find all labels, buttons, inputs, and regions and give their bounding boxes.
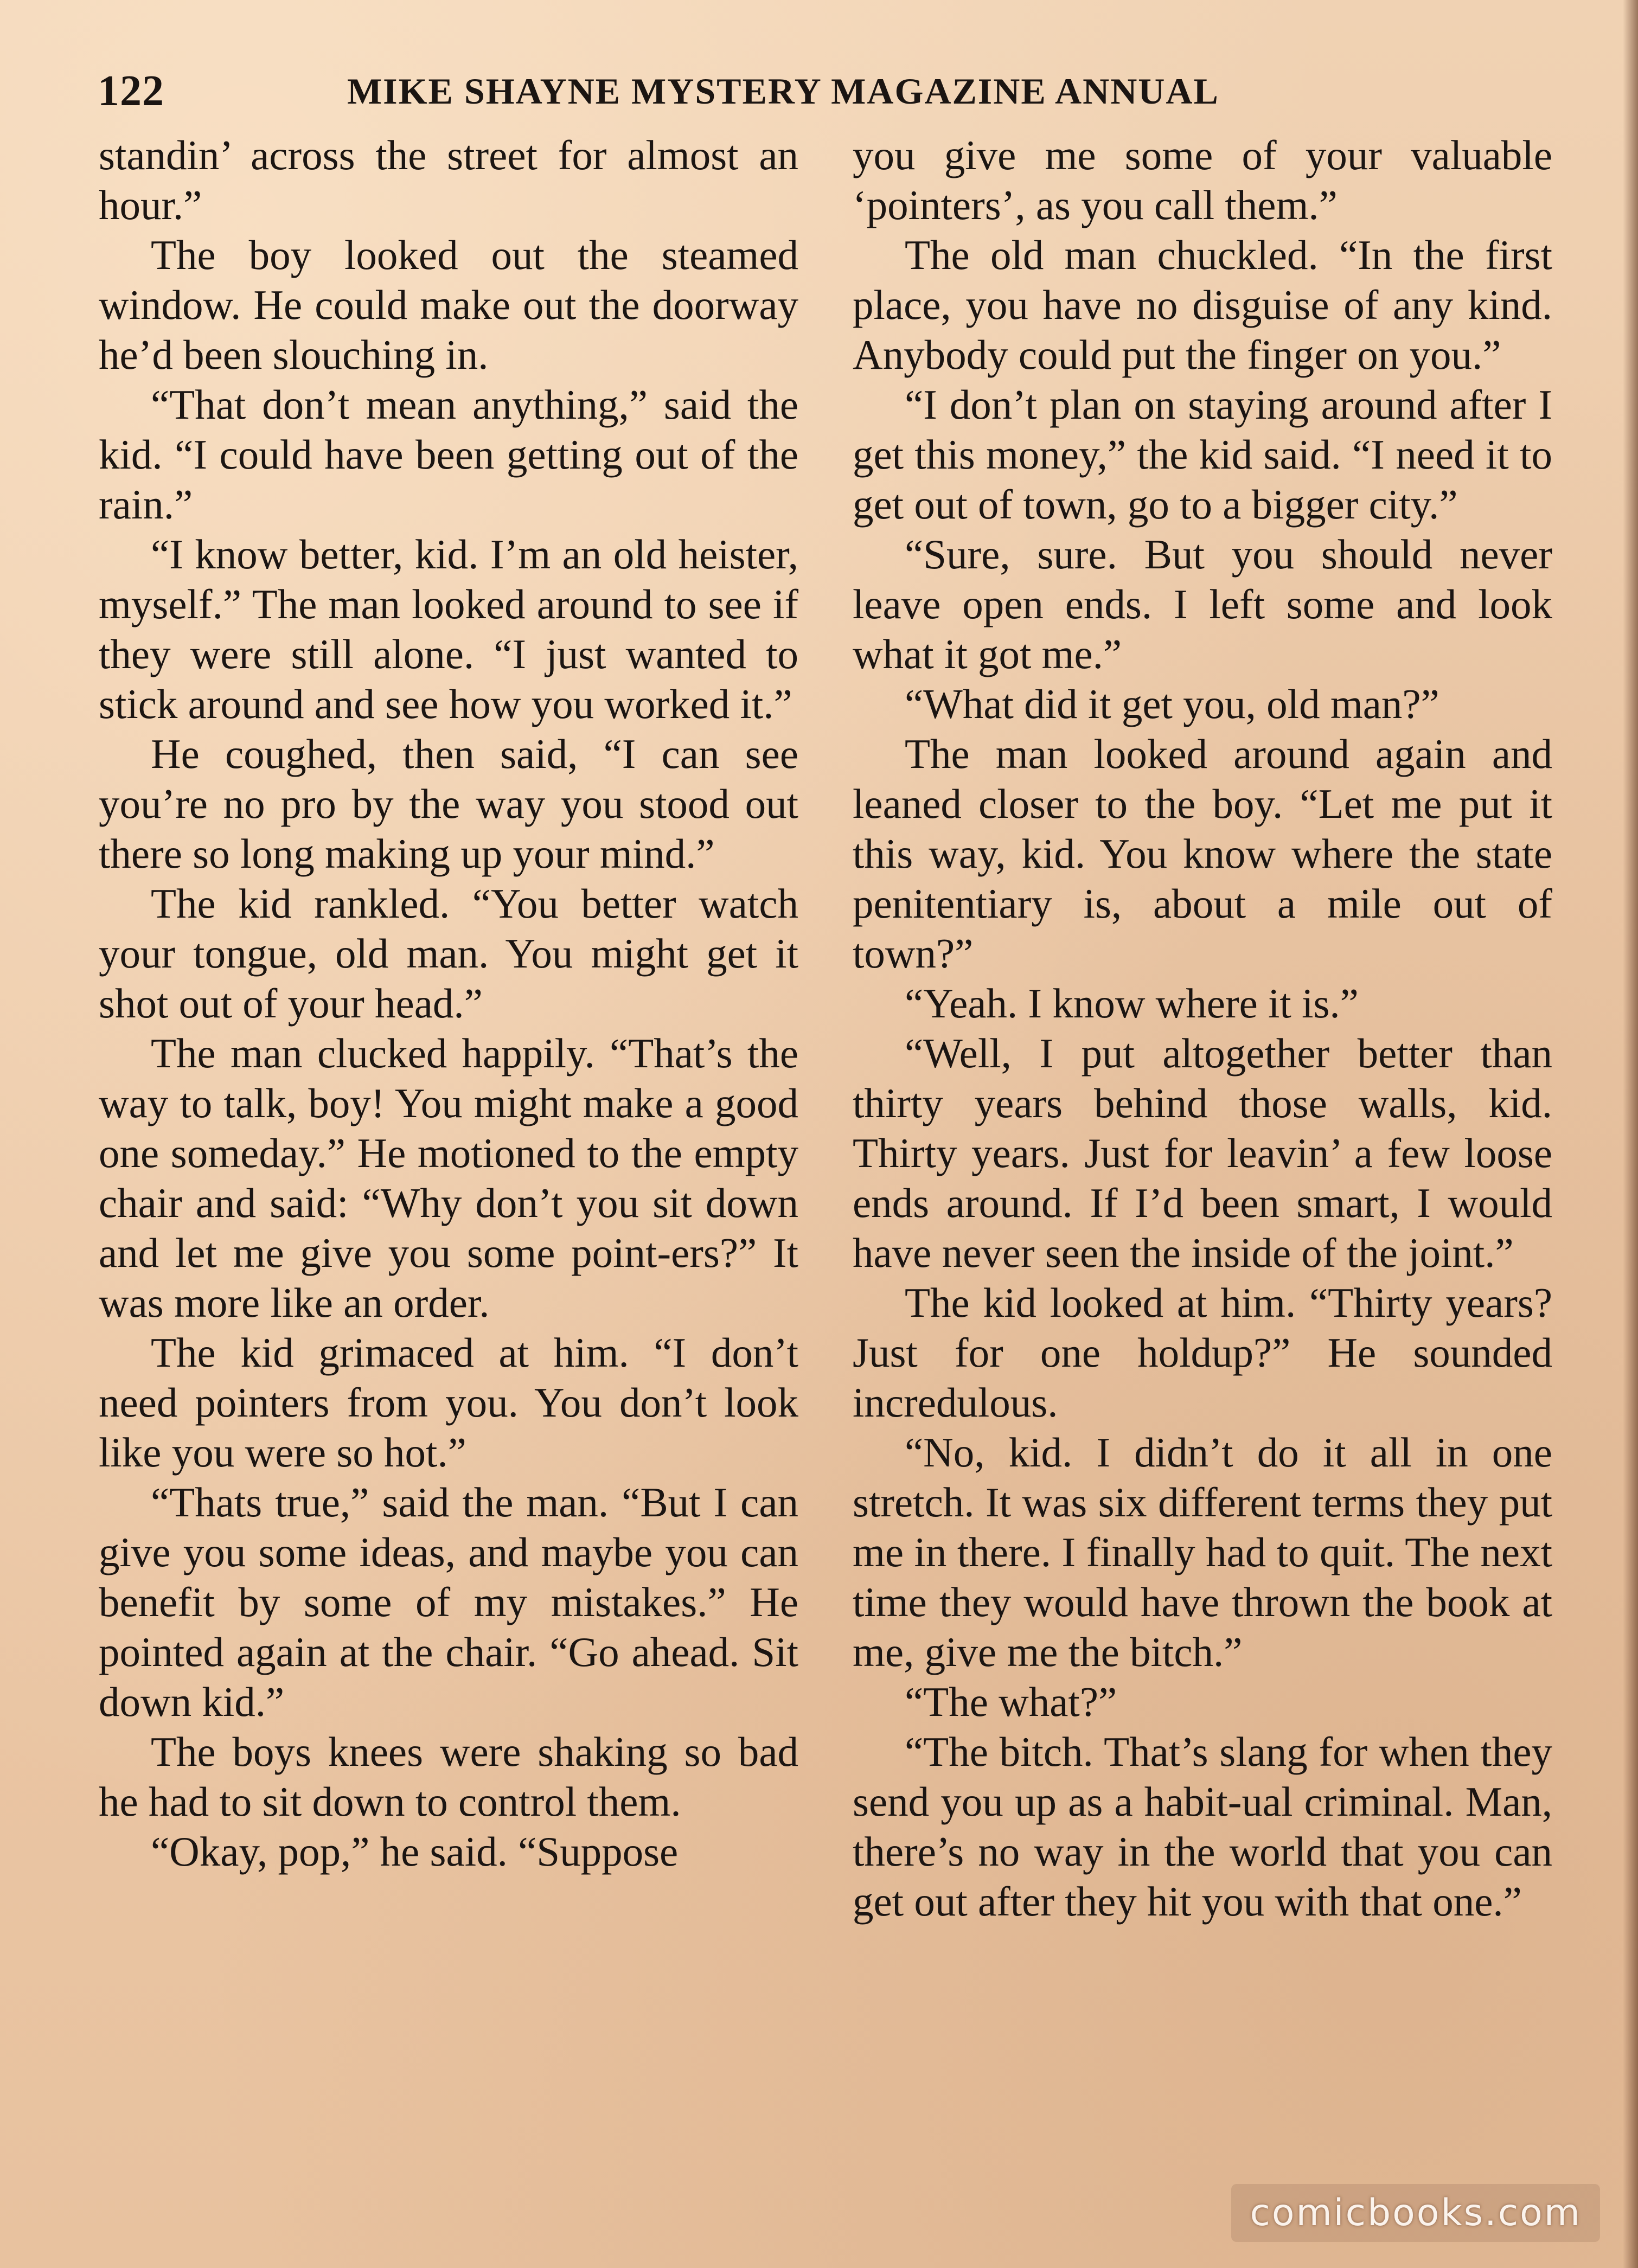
paragraph: “Thats true,” said the man. “But I can give you some ideas, and maybe you can benefit by some of my mistakes.” He pointed again at the chair. “Go ahead. Sit down kid.” — [99, 1479, 798, 1725]
paragraph: “I know better, kid. I’m an old heister, myself.” The man looked around to see if they were still alone. “I just wanted to stick around and see how you worked it.” — [99, 531, 798, 727]
right-column — [853, 130, 1552, 1926]
page-header — [98, 64, 1540, 118]
paragraph: The kid looked at him. “Thirty years? Just for one holdup?” He sounded incredulous. — [853, 1279, 1552, 1426]
paragraph: “Yeah. I know where it is.” — [905, 980, 1359, 1027]
paragraph: standin’ across the street for almost an hour.” — [99, 132, 798, 228]
paragraph: The boy looked out the steamed window. He could make out the doorway he’d been slouching in. — [99, 232, 798, 378]
page-spine-shadow — [1623, 0, 1638, 2268]
paragraph: “The what?” — [905, 1678, 1117, 1725]
paragraph: “Okay, pop,” he said. “Suppose — [151, 1828, 679, 1875]
paragraph: The kid grimaced at him. “I don’t need pointers from you. You don’t look like you were so hot.” — [99, 1329, 798, 1476]
paragraph: “The bitch. That’s slang for when they send you up as a habit-ual criminal. Man, there’s no way in the world that you can get out after they hit you with that one.” — [853, 1728, 1552, 1925]
paragraph: He coughed, then said, “I can see you’re no pro by the way you stood out there so long making up your mind.” — [99, 731, 798, 877]
paragraph: The man looked around again and leaned closer to the boy. “Let me put it this way, kid. You know where the state penitentiary is, about a mile out of town?” — [853, 731, 1552, 977]
site-watermark: comicbooks.com — [1231, 2184, 1600, 2242]
paragraph: “I don’t plan on staying around after I get this money,” the kid said. “I need it to get out of town, go to a bigger city.” — [853, 381, 1552, 528]
running-head: MIKE SHAYNE MYSTERY MAGAZINE ANNUAL — [347, 71, 1219, 112]
left-column — [99, 130, 798, 1876]
page-number: 122 — [98, 67, 164, 115]
paragraph: you give me some of your valuable ‘pointers’, as you call them.” — [853, 132, 1552, 228]
paragraph: “Well, I put altogether better than thirty years behind those walls, kid. Thirty years. Just for leavin’ a few loose ends around. If I’d been smart, I would have never seen the inside of the joint.” — [853, 1030, 1552, 1276]
paragraph: “No, kid. I didn’t do it all in one stretch. It was six different terms they put me in there. I finally had to quit. The next time they would have thrown the book at me, give me the bitch.” — [853, 1429, 1552, 1675]
paragraph: “That don’t mean anything,” said the kid. “I could have been getting out of the rain.” — [99, 381, 798, 528]
paragraph: The kid rankled. “You better watch your tongue, old man. You might get it shot out of your head.” — [99, 880, 798, 1027]
paragraph: “Sure, sure. But you should never leave open ends. I left some and look what it got me.” — [853, 531, 1552, 677]
paragraph: The boys knees were shaking so bad he had to sit down to control them. — [99, 1728, 798, 1825]
paragraph: The old man chuckled. “In the first place, you have no disguise of any kind. Anybody could put the finger on you.” — [853, 232, 1552, 378]
paragraph: The man clucked happily. “That’s the way to talk, boy! You might make a good one someday.” He motioned to the empty chair and said: “Why don’t you sit down and let me give you some point-ers?” It was more like an order. — [99, 1030, 798, 1326]
paragraph: “What did it get you, old man?” — [905, 681, 1439, 727]
